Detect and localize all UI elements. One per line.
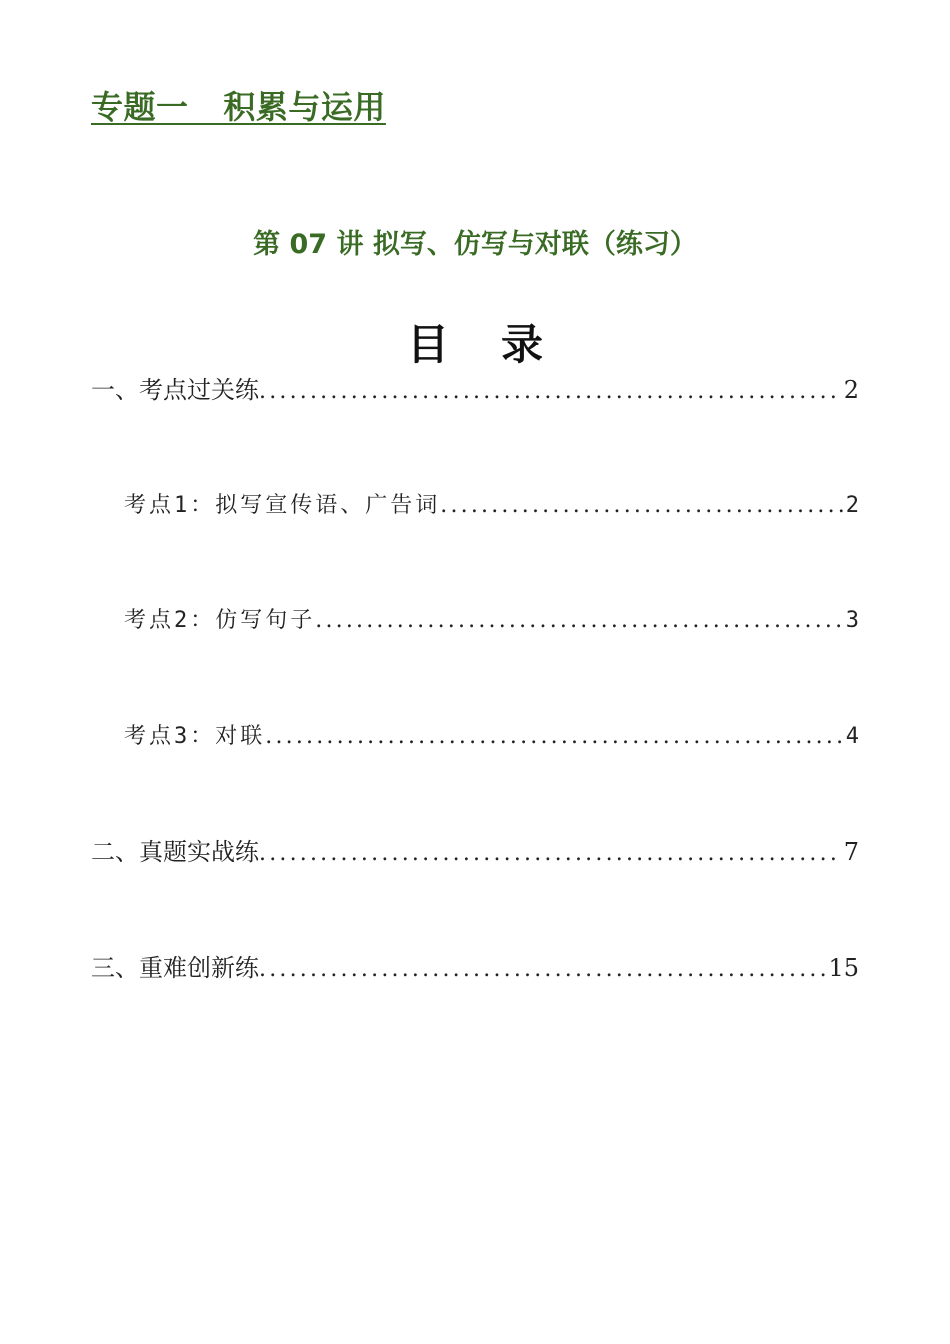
toc-dot-leader bbox=[440, 489, 844, 523]
toc-entry-label: 三、重难创新练 bbox=[91, 954, 259, 982]
toc-entry-point-1[interactable] bbox=[124, 489, 859, 523]
topic-title: 专题一 积累与运用 bbox=[91, 88, 386, 126]
toc-entry-label: 考点2：仿写句子 bbox=[124, 608, 316, 633]
toc-entry-label: 考点3：对联 bbox=[124, 724, 266, 749]
toc-dot-leader bbox=[259, 375, 842, 409]
toc-dot-leader bbox=[259, 837, 842, 871]
toc-page-number: 2 bbox=[845, 493, 859, 518]
toc-page-number: 15 bbox=[828, 954, 859, 982]
toc-dot-leader bbox=[265, 720, 844, 754]
toc-entry-point-3[interactable] bbox=[124, 720, 859, 754]
lecture-title: 第 07 讲 拟写、仿写与对联（练习） bbox=[253, 229, 697, 260]
toc-page-number: 4 bbox=[845, 724, 859, 749]
toc-entry-point-2[interactable] bbox=[124, 604, 859, 638]
toc-entry-label: 考点1：拟写宣传语、广告词 bbox=[124, 493, 441, 518]
toc-entry-section-3[interactable] bbox=[91, 951, 859, 985]
toc-entry-section-2[interactable] bbox=[91, 835, 859, 869]
toc-entry-section-1[interactable] bbox=[91, 373, 859, 407]
toc-dot-leader bbox=[315, 604, 844, 638]
toc-page-number: 3 bbox=[845, 608, 859, 633]
toc-page-number: 2 bbox=[843, 376, 859, 404]
toc-page-number: 7 bbox=[843, 838, 859, 866]
toc-entry-label: 二、真题实战练 bbox=[91, 838, 259, 866]
toc-dot-leader bbox=[259, 953, 826, 987]
toc-entry-label: 一、考点过关练 bbox=[91, 376, 259, 404]
toc-heading: 目录 bbox=[406, 320, 595, 369]
